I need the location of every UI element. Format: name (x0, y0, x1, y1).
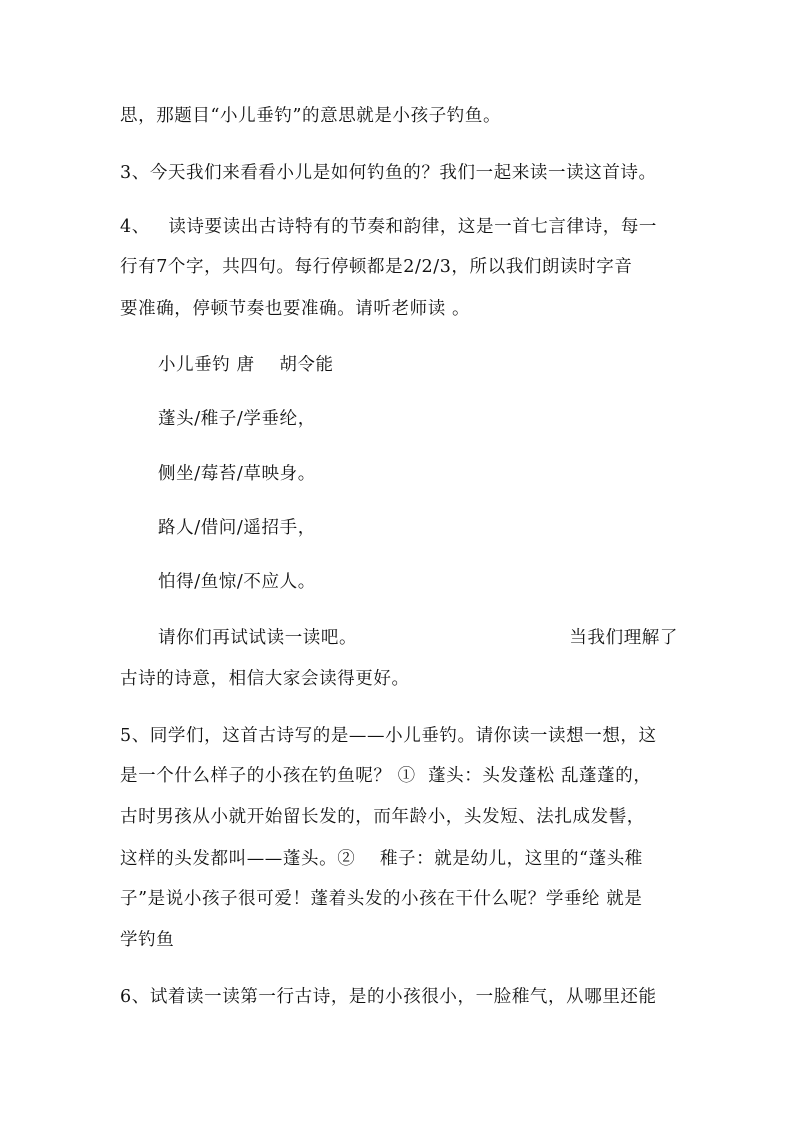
text-line: 要准确，停顿节奏也要准确。请听老师读 。 (120, 299, 471, 319)
text-line (158, 630, 678, 648)
text-line: 思，那题目“小儿垂钓”的意思就是小孩子钓鱼。 (120, 106, 502, 126)
text-line: 这样的头发都叫——蓬头。② 稚子：就是幼儿，这里的“蓬头稚 (120, 849, 643, 869)
poem-line: 怕得/鱼惊/不应人。 (158, 572, 316, 592)
text-line: 学钓鱼 (120, 930, 175, 950)
text-line: 行有7个字，共四句。每行停顿都是2/2/3，所以我们朗读时字音 (120, 257, 633, 277)
text-segment: 当我们理解了 (569, 628, 678, 648)
poem-line: 侧坐/莓苔/草映身。 (158, 464, 316, 484)
text-line: 4、 读诗要读出古诗特有的节奏和韵律，这是一首七言律诗，每一 (120, 217, 658, 237)
text-line: 3、今天我们来看看小儿是如何钓鱼的？我们一起来读一读这首诗。 (120, 163, 657, 183)
poem-line: 蓬头/稚子/学垂纶， (158, 409, 316, 429)
text-line: 5、同学们，这首古诗写的是——小儿垂钓。请你读一读想一想，这 (120, 726, 657, 746)
text-segment: 请你们再试试读一读吧。 (158, 628, 358, 648)
text-line: 子”是说小孩子很可爱！蓬着头发的小孩在干什么呢？学垂纶 就是 (120, 889, 643, 909)
poem-title-line: 小儿垂钓 唐 胡令能 (158, 355, 334, 375)
text-line: 古时男孩从小就开始留长发的，而年龄小，头发短、法扎成发髻， (120, 807, 645, 827)
text-line: 6、试着读一读第一行古诗，是的小孩很小，一脸稚气，从哪里还能 (120, 987, 657, 1007)
text-line: 古诗的诗意，相信大家会读得更好。 (120, 669, 410, 689)
text-line: 是一个什么样子的小孩在钓鱼呢？ ① 蓬头：头发蓬松 乱蓬蓬的， (120, 766, 652, 786)
poem-line: 路人/借问/遥招手， (158, 518, 316, 538)
